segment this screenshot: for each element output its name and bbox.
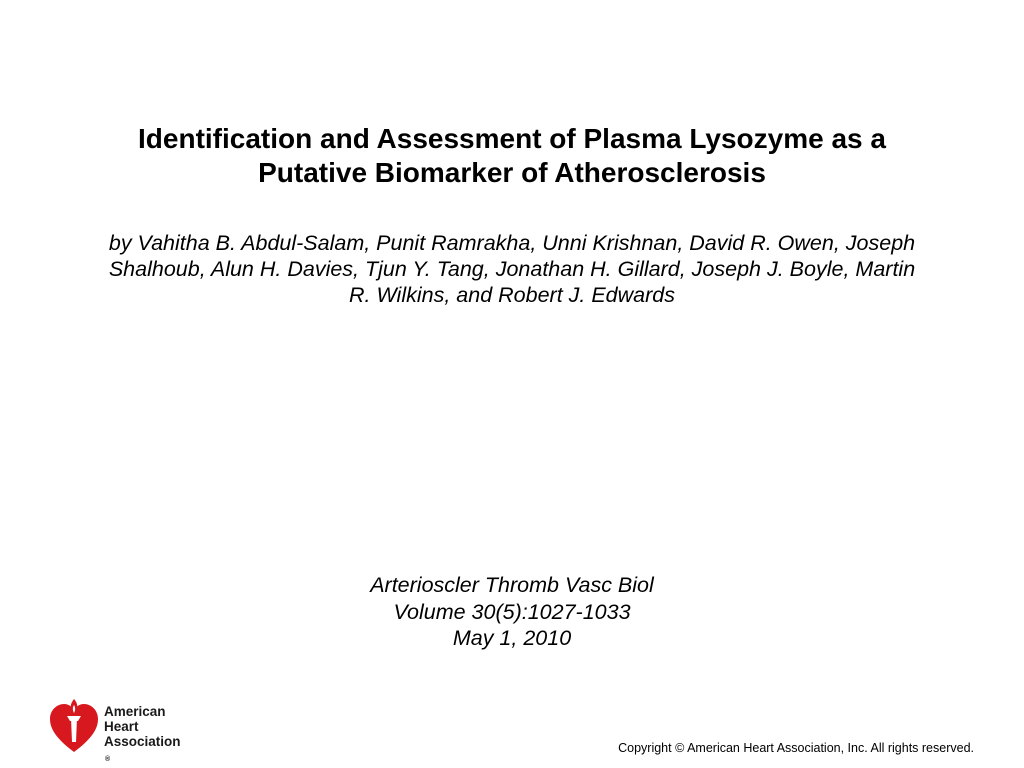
paper-title (40, 122, 984, 190)
author-line: R. Wilkins, and Robert J. Edwards (348, 283, 675, 307)
publication-date: May 1, 2010 (452, 626, 572, 650)
journal-name: Arterioscler Thromb Vasc Biol (370, 573, 654, 597)
volume-pages: Volume 30(5):1027-1033 (393, 599, 631, 624)
registered-mark: ® (105, 756, 111, 763)
author-line: by Vahitha B. Abdul-Salam, Punit Ramrakha, Unni Krishnan, David R. Owen, Joseph (108, 231, 916, 255)
copyright-notice: Copyright © American Heart Association, Inc. All rights reserved. (618, 741, 974, 755)
citation-block (212, 572, 812, 652)
logo-line: American (104, 704, 166, 719)
logo-line: Association (104, 734, 181, 749)
logo-wordmark (104, 704, 181, 767)
author-list (40, 230, 984, 308)
title-line: Identification and Assessment of Plasma Lysozyme as a (138, 123, 886, 154)
heart-torch-icon (48, 698, 100, 754)
logo-line-last (104, 734, 181, 767)
logo-line: Heart (104, 719, 139, 734)
author-line: Shalhoub, Alun H. Davies, Tjun Y. Tang, Jonathan H. Gillard, Joseph J. Boyle, Martin (108, 257, 916, 281)
title-line: Putative Biomarker of Atherosclerosis (258, 157, 766, 188)
aha-logo (48, 698, 198, 763)
